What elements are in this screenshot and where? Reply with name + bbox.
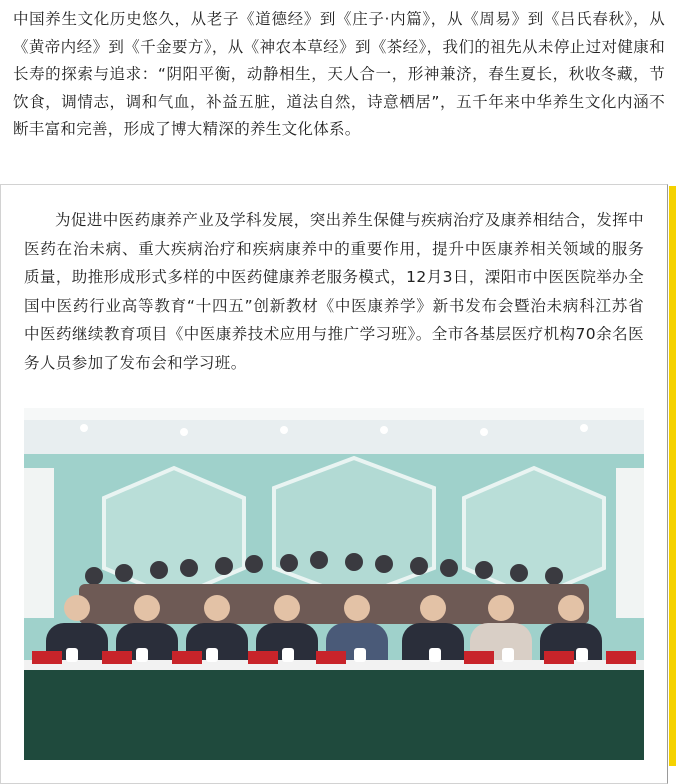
intro-paragraph: 中国养生文化历史悠久，从老子《道德经》到《庄子·内篇》，从《周易》到《吕氏春秋》，从《黄帝内经》到《千金要方》，从《神农本草经》到《茶经》，我们的祖先从未停止过对健康和长寿的探索与追求：“阴阳平衡，动静相生，天人合一，形神兼济，春生夏长，秋收冬藏，节饮食，调情志，调和气血，补益五脏，道法自然，诗意栖居”，五千年来中华养生文化内涵不断丰富和完善，形成了博大精深的养生文化体系。 (13, 10, 665, 138)
article-paragraph: 为促进中医药康养产业及学科发展，突出养生保健与疾病治疗及康养相结合，发挥中医药在治未病、重大疾病治疗和疾病康养中的重要作用，提升中医康养相关领域的服务质量，助推形成形式多样的中医药健康养老服务模式，12月3日，溧阳市中医医院举办全国中医药行业高等教育“十四五”创新教材《中医康养学》新书发布会暨治未病科江苏省中医药继续教育项目《中医康养技术应用与推广学习班》。全市各基层医疗机构70余名医务人员参加了发布会和学习班。 (24, 211, 644, 372)
accent-bar (669, 186, 676, 766)
conference-photo (24, 408, 644, 760)
